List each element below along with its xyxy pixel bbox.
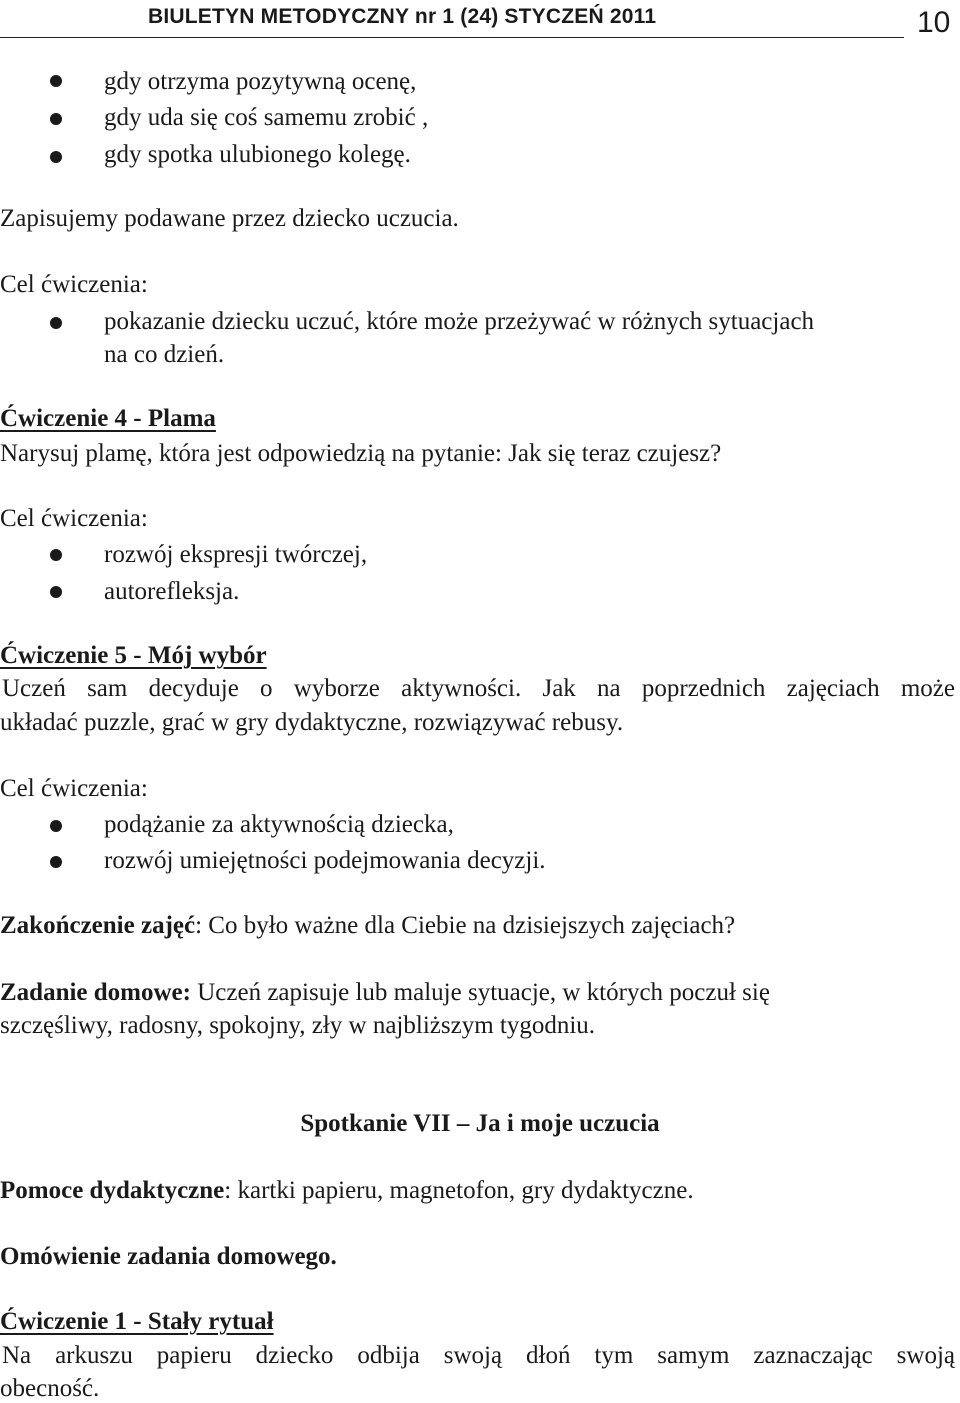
list-item: pokazanie dziecku uczuć, które może przeżywać w różnych sytuacjach (104, 308, 815, 335)
ending-label: Zakończenie zajęć (0, 912, 196, 939)
paragraph-line: Na arkuszu papieru dziecko odbija swoją dłoń tym samym zaznaczając swoją (2, 1342, 955, 1369)
list-item: gdy otrzyma pozytywną ocenę, (104, 68, 417, 95)
goal-label: Cel ćwiczenia: (0, 271, 148, 298)
paragraph-line: szczęśliwy, radosny, spokojny, zły w najbliższym tygodniu. (0, 1012, 596, 1039)
goal-label: Cel ćwiczenia: (0, 775, 148, 802)
meeting-title: Spotkanie VII – Ja i moje uczucia (300, 1110, 660, 1137)
running-header: BIULETYN METODYCZNY nr 1 (24) STYCZEŃ 2011 (148, 5, 657, 28)
bullet-icon (50, 317, 62, 329)
bullet-icon (50, 113, 62, 125)
paragraph: Narysuj plamę, która jest odpowiedzią na pytanie: Jak się teraz czujesz? (0, 440, 722, 467)
list-item: rozwój umiejętności podejmowania decyzji. (104, 847, 546, 874)
section-heading: Ćwiczenie 4 - Plama (0, 405, 216, 432)
section-heading: Ćwiczenie 5 - Mój wybór (0, 642, 267, 669)
paragraph-line: Uczeń sam decyduje o wyborze aktywności. Jak na poprzednich zajęciach może (2, 675, 955, 702)
ending-text: : Co było ważne dla Ciebie na dzisiejszych zajęciach? (195, 912, 736, 939)
paragraph-line: układać puzzle, grać w gry dydaktyczne, rozwiązywać rebusy. (0, 709, 624, 736)
paragraph-line: obecność. (0, 1375, 100, 1402)
aids-text: : kartki papieru, magnetofon, gry dydaktyczne. (224, 1177, 694, 1204)
list-item-continuation: na co dzień. (104, 341, 225, 368)
list-item: gdy spotka ulubionego kolegę. (104, 141, 411, 168)
goal-label: Cel ćwiczenia: (0, 505, 148, 532)
homework-discussion-heading: Omówienie zadania domowego. (0, 1243, 337, 1270)
bullet-icon (50, 75, 62, 87)
list-item: podążanie za aktywnością dziecka, (104, 811, 454, 838)
paragraph: Zapisujemy podawane przez dziecko uczucia. (0, 205, 459, 232)
aids-label: Pomoce dydaktyczne (0, 1177, 225, 1204)
bullet-icon (50, 820, 62, 832)
list-item: gdy uda się coś samemu zrobić , (104, 104, 429, 131)
bullet-icon (50, 549, 62, 561)
homework-label: Zadanie domowe: (0, 979, 191, 1006)
bullet-icon (50, 856, 62, 868)
bullet-icon (50, 151, 62, 163)
homework-text: Uczeń zapisuje lub maluje sytuacje, w których poczuł się (190, 979, 770, 1006)
header-divider (0, 37, 904, 38)
list-item: autorefleksja. (104, 578, 240, 605)
section-heading: Ćwiczenie 1 - Stały rytuał (0, 1308, 274, 1335)
list-item: rozwój ekspresji twórczej, (104, 541, 368, 568)
page-number: 10 (917, 6, 951, 39)
bullet-icon (50, 586, 62, 598)
